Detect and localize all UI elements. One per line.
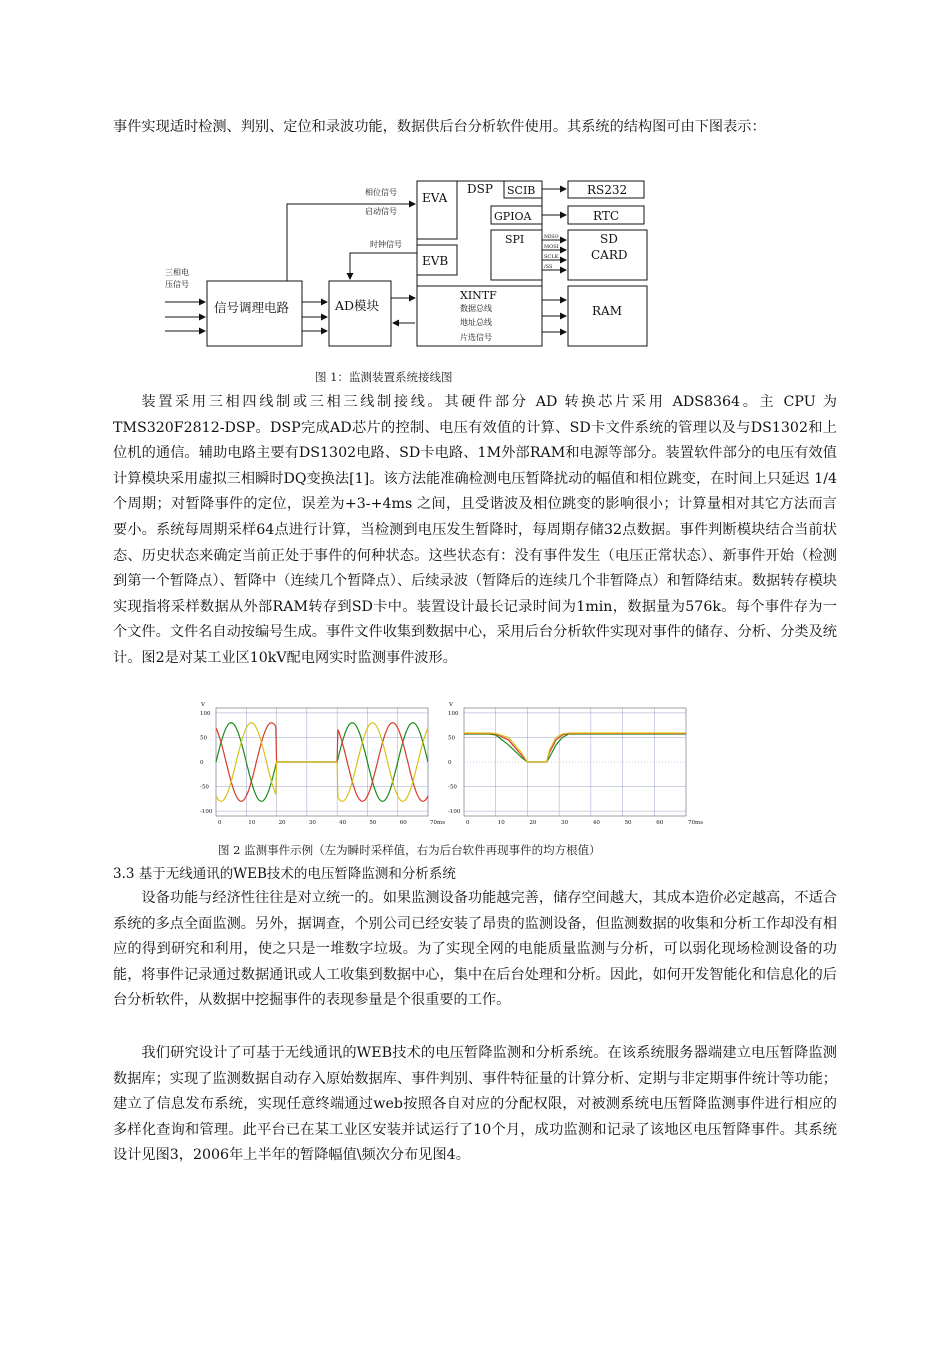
- x-tick-label: 10: [497, 820, 505, 826]
- xintf-line-3: 片选信号: [460, 333, 492, 342]
- xintf-line-2: 地址总线: [460, 318, 492, 327]
- spi-pin-miso: MISO: [544, 234, 559, 240]
- ad-box: [329, 281, 391, 346]
- spi-pin-sclk: SCLK: [544, 254, 559, 260]
- y-tick-label: -50: [448, 784, 457, 791]
- eva-label: EVA: [422, 191, 448, 205]
- figure-1-caption: 图 1：监测装置系统接线图: [315, 370, 453, 384]
- conditioning-label: 信号调理电路: [214, 300, 290, 315]
- y-tick-label: 50: [448, 735, 455, 742]
- three-phase-label-1: 三相电: [165, 268, 189, 277]
- sd-label: SD: [600, 232, 618, 246]
- figure-2-caption: 图 2 监测事件示例（左为瞬时采样值，右为后台软件再现事件的均方根值）: [218, 843, 601, 857]
- x-tick-label: 20: [278, 820, 286, 826]
- x-tick-label: 50: [369, 820, 377, 826]
- rs232-label: RS232: [587, 183, 628, 197]
- phase-signal-label: 相位信号: [365, 188, 397, 197]
- y-tick-label: 0: [448, 760, 452, 766]
- eva-box: [417, 181, 457, 239]
- paragraph-hardware: 装置采用三相四线制或三相三线制接线。其硬件部分 AD 转换芯片采用 ADS8364。主 CPU 为TMS320F2812-DSP。DSP完成AD芯片的控制、电压有效值的计算、SD卡文件系统的管理以及与DS1302和上位机的通信。辅助电路主要有DS1302电路、SD卡电路、1M外部RAM和电源等部分。装置软件部分的电压有效值计算模块采用虚拟三相瞬时DQ变换法[1]。该方法能准确检测电压暂降扰动的幅值和相位跳变，在时间上只延迟 1/4 个周期；对暂降事件的定位，误差为+3-+4ms 之间，且受谐波及相位跳变的影响很小；计算量相对其它方法而言要小。系统每周期采样64点进行计算，当检测到电压发生暂降时，每周期存储32点数据。事件判断模块结合当前状态、历史状态来确定当前正处于事件的何种状态。这些状态有：没有事件发生（电压正常状态）、新事件开始（检测到第一个暂降点）、暂降中（连续几个暂降点）、后续录波（暂降后的连续几个非暂降点）和暂降结束。数据转存模块实现指将采样数据从外部RAM转存到SD卡中。装置设计最长记录时间为1min，数据量为576k。每个事件存为一个文件。文件名自动按编号生成。事件文件收集到数据中心，采用后台分析软件实现对事件的储存、分析、分类及统计。图2是对某工业区10kV配电网实时监测事件波形。: [113, 394, 837, 666]
- x-tick-label: 0: [466, 820, 470, 826]
- evb-label: EVB: [422, 254, 449, 268]
- spi-label: SPI: [505, 233, 525, 246]
- rtc-label: RTC: [593, 209, 620, 223]
- paragraph-economics: 设备功能与经济性往往是对立统一的。如果监测设备功能越完善，储存空间越大，其成本造价必定越高，不适合系统的多点全面监测。另外，据调查，个别公司已经安装了昂贵的监测设备，但监测数据的收集和分析工作却没有相应的得到研究和利用，使之只是一堆数字垃圾。为了实现全网的电能质量监测与分析，可以弱化现场检测设备的功能，将事件记录通过数据通讯或人工收集到数据中心，集中在后台处理和分析。因此，如何开发智能化和信息化的后台分析软件，从数据中挖掘事件的表现参量是个很重要的工作。: [113, 890, 837, 1009]
- section-heading: 3.3 基于无线通讯的WEB技术的电压暂降监测和分析系统: [113, 866, 456, 882]
- y-unit-label: V: [449, 702, 453, 708]
- y-tick-label: 100: [448, 710, 459, 717]
- y-tick-label: -100: [200, 809, 213, 816]
- paragraph-system: 我们研究设计了可基于无线通讯的WEB技术的电压暂降监测和分析系统。在该系统服务器端建立电压暂降监测数据库；实现了监测数据自动存入原始数据库、事件判别、事件特征量的计算分析、定期与非定期事件统计等功能；建立了信息发布系统，实现任意终端通过web按照各自对应的分配权限，对被测系统电压暂降监测事件进行相应的多样化查询和管理。此平台已在某工业区安装并试运行了10个月，成功监测和记录了该地区电压暂降事件。其系统设计见图3，2006年上半年的暂降幅值\频次分布见图4。: [113, 1045, 837, 1164]
- x-tick-label: 30: [561, 820, 569, 826]
- x-tick-label: 10: [248, 820, 256, 826]
- x-tick-label: 40: [339, 820, 347, 826]
- gpioa-label: GPIOA: [494, 210, 532, 223]
- clock-signal-label: 时钟信号: [370, 240, 402, 249]
- y-tick-label: 0: [200, 760, 204, 766]
- scib-label: SCIB: [507, 184, 536, 197]
- y-tick-label: -100: [448, 809, 461, 816]
- start-signal-label: 启动信号: [365, 207, 397, 216]
- x-tick-label: 70ms: [430, 820, 446, 826]
- y-tick-label: 100: [200, 710, 211, 717]
- x-tick-label: 30: [308, 820, 316, 826]
- ram-label: RAM: [592, 304, 622, 318]
- figure-1-diagram: [160, 178, 655, 350]
- chart-instantaneous: [198, 700, 446, 826]
- dsp-label: DSP: [467, 182, 493, 196]
- spi-pin-mosi: MOSI: [544, 244, 559, 250]
- card-label: CARD: [591, 248, 628, 262]
- ad-label: AD模块: [335, 298, 380, 313]
- x-tick-label: 60: [656, 820, 664, 826]
- xintf-line-1: 数据总线: [460, 304, 492, 313]
- y-tick-label: 50: [200, 735, 207, 742]
- x-tick-label: 40: [592, 820, 600, 826]
- y-tick-label: -50: [200, 784, 209, 791]
- x-tick-label: 20: [529, 820, 537, 826]
- y-unit-label: V: [201, 702, 205, 708]
- x-tick-label: 70ms: [688, 820, 704, 826]
- x-tick-label: 50: [624, 820, 632, 826]
- xintf-label: XINTF: [460, 289, 497, 302]
- x-tick-label: 60: [399, 820, 407, 826]
- x-tick-label: 0: [218, 820, 222, 826]
- paragraph-intro: 事件实现适时检测、判别、定位和录波功能，数据供后台分析软件使用。其系统的结构图可由下图表示：: [113, 119, 766, 135]
- chart-rms: [446, 700, 704, 825]
- three-phase-label-2: 压信号: [165, 280, 189, 289]
- spi-pin-ss: /SS: [544, 264, 553, 270]
